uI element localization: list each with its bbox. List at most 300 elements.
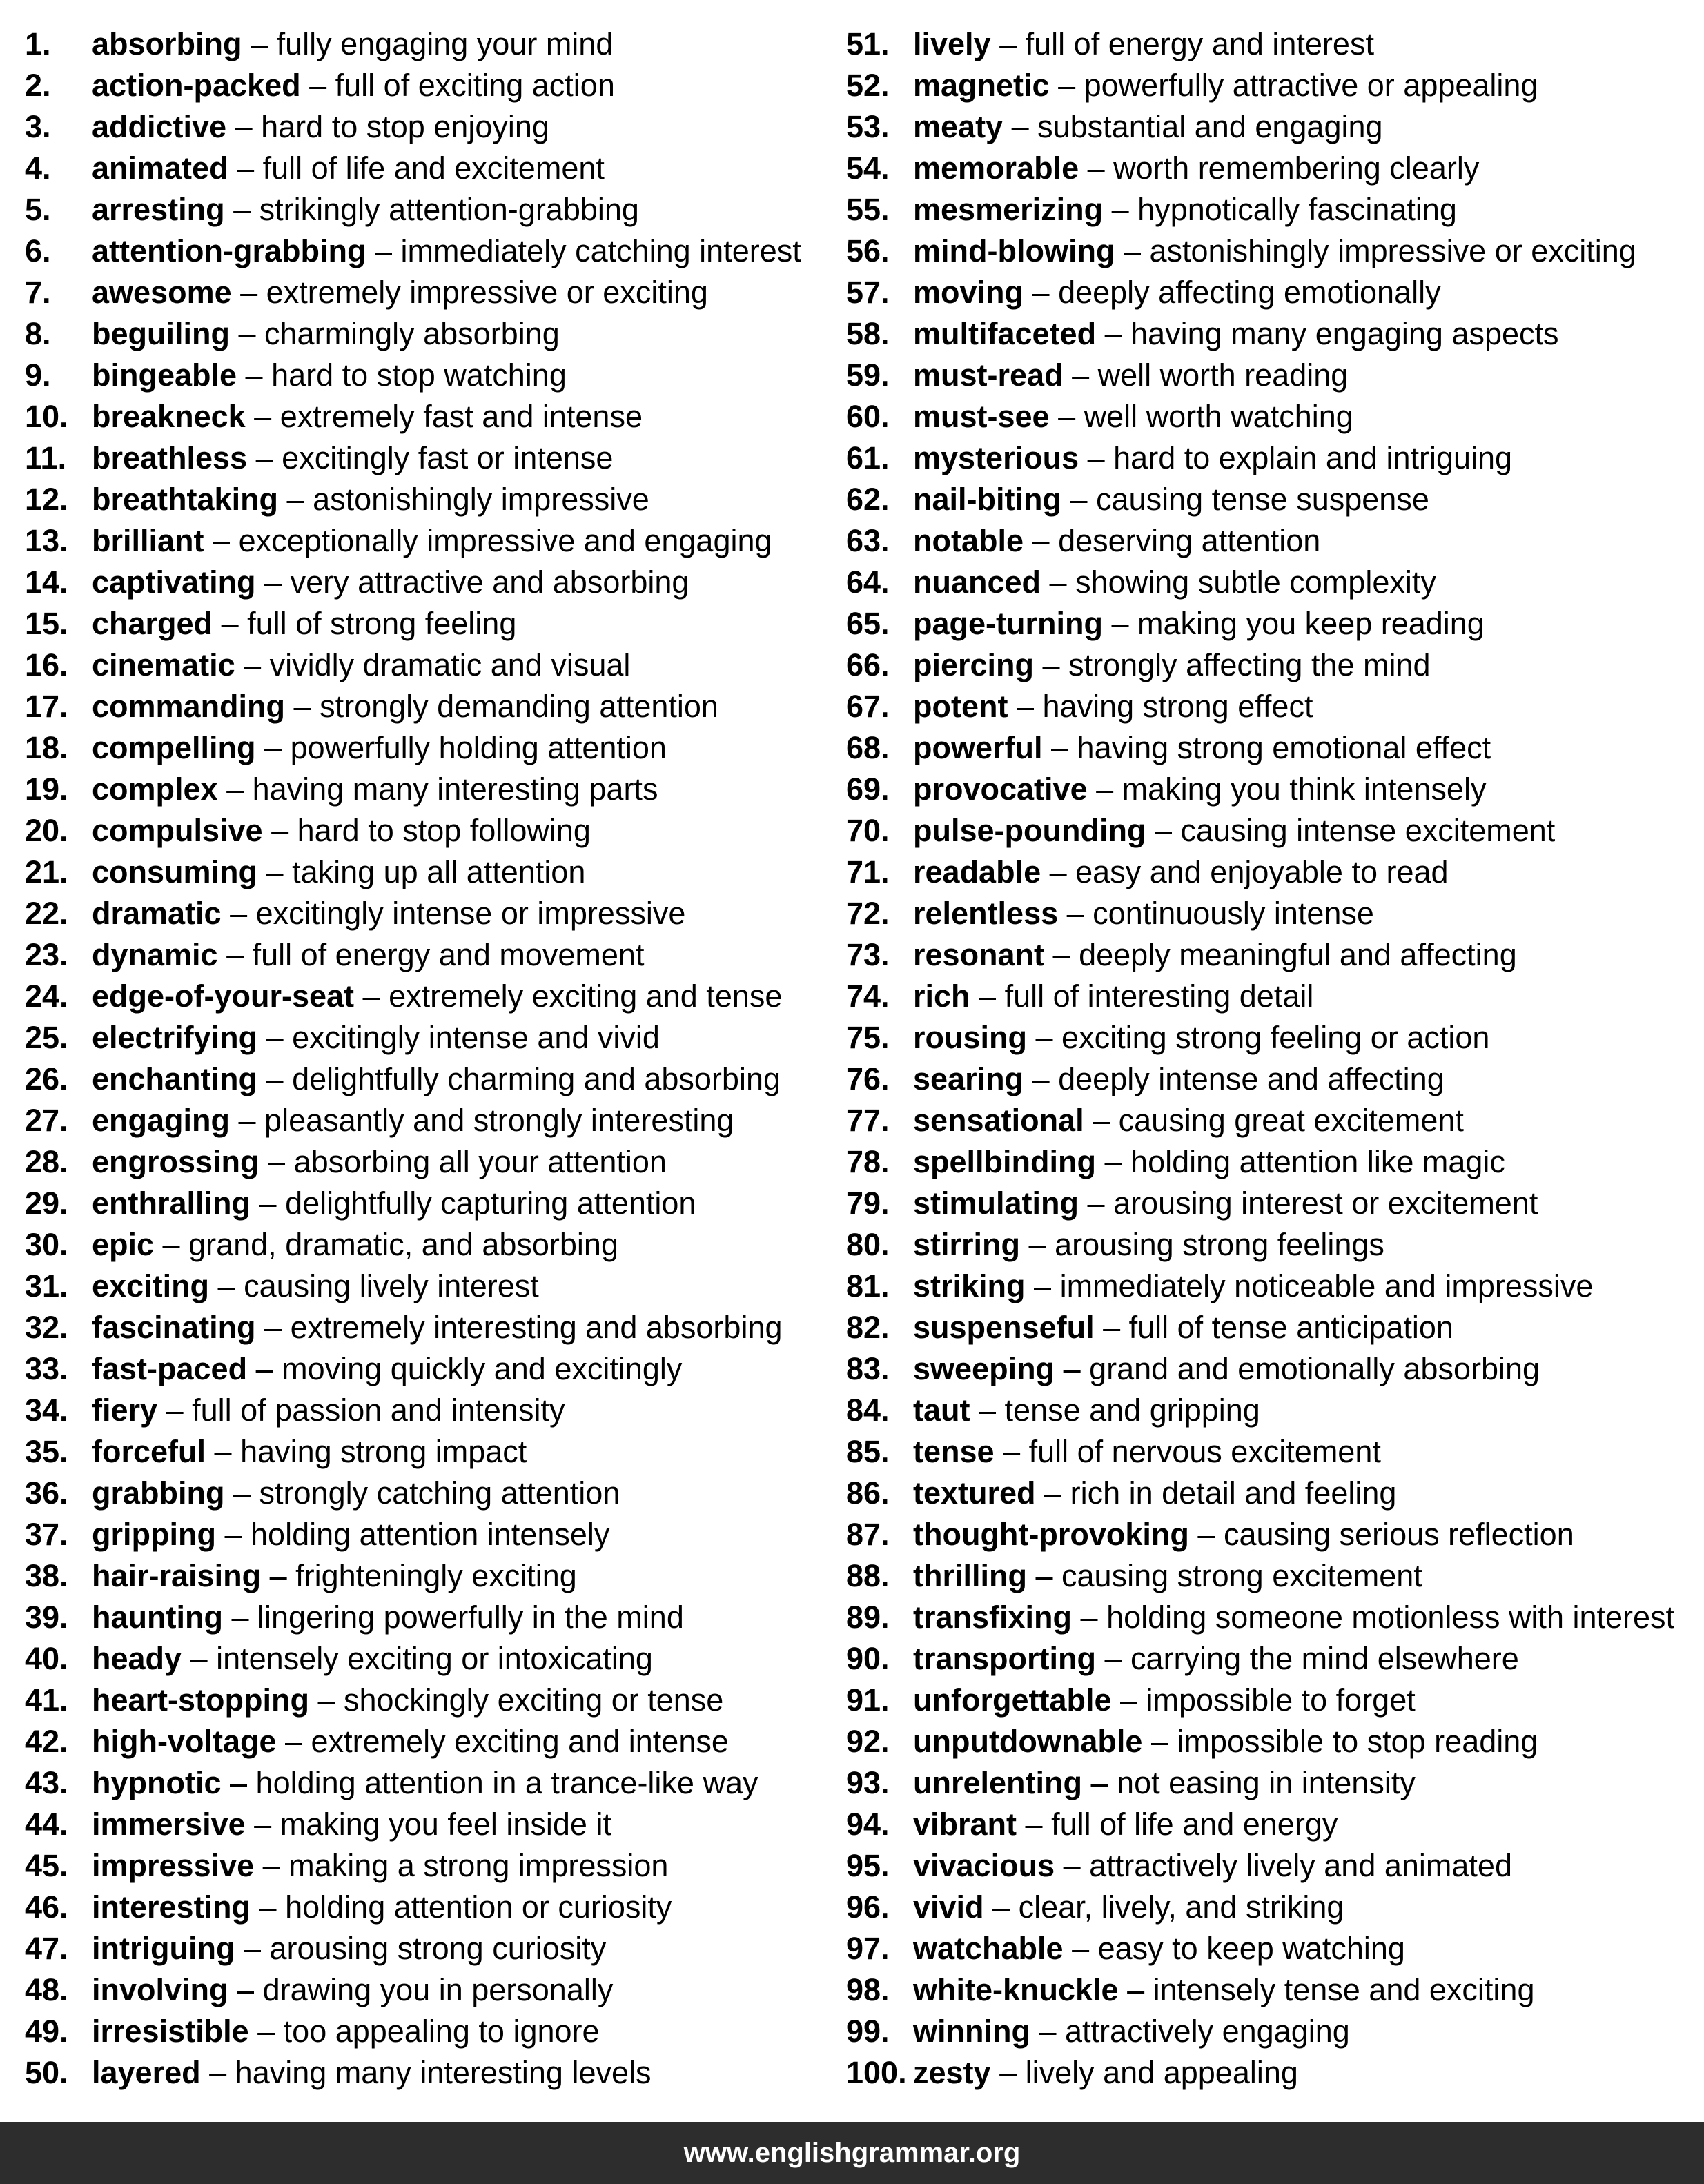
item-definition: absorbing all your attention — [293, 1144, 667, 1179]
list-item — [25, 1266, 825, 1307]
item-number: 61. — [846, 440, 890, 475]
item-separator: – — [222, 1600, 258, 1635]
item-separator: – — [1087, 771, 1122, 807]
list-item — [846, 1473, 1699, 1514]
item-definition: having strong effect — [1042, 689, 1313, 724]
item-definition: making you think intensely — [1122, 771, 1487, 807]
item-definition: exciting strong feeling or action — [1061, 1020, 1490, 1055]
item-text — [92, 810, 591, 852]
item-number: 40. — [25, 1641, 68, 1676]
item-definition: frighteningly exciting — [295, 1558, 577, 1593]
item-word: magnetic — [913, 68, 1050, 103]
item-separator: – — [257, 1061, 293, 1096]
item-definition: full of passion and intensity — [192, 1393, 565, 1428]
item-word: thrilling — [913, 1558, 1027, 1593]
item-number: 67. — [846, 689, 890, 724]
item-text — [92, 520, 772, 562]
list-item — [25, 1638, 825, 1680]
item-number: 51. — [846, 26, 890, 61]
item-word: commanding — [92, 689, 286, 724]
list-item — [846, 1555, 1699, 1597]
item-definition: holding attention or curiosity — [285, 1889, 672, 1925]
list-item — [846, 189, 1699, 230]
list-item — [25, 479, 825, 520]
item-number: 73. — [846, 937, 890, 972]
list-item — [846, 65, 1699, 106]
item-text — [913, 230, 1636, 272]
item-separator: – — [1024, 523, 1059, 558]
item-definition: full of nervous excitement — [1028, 1434, 1381, 1469]
item-text — [92, 65, 615, 106]
item-definition: pleasantly and strongly interesting — [264, 1103, 734, 1138]
list-item — [846, 645, 1699, 686]
item-text — [92, 1017, 660, 1059]
list-item — [846, 520, 1699, 562]
item-separator: – — [300, 68, 335, 103]
list-item — [25, 1721, 825, 1762]
list-item — [25, 2011, 825, 2052]
item-number: 10. — [25, 399, 68, 434]
item-word: moving — [913, 275, 1024, 310]
item-definition: powerfully holding attention — [290, 730, 667, 765]
list-item — [846, 1680, 1699, 1721]
item-separator: – — [221, 1765, 256, 1800]
item-separator: – — [1058, 896, 1093, 931]
list-item — [846, 355, 1699, 396]
list-item — [846, 1721, 1699, 1762]
item-text — [92, 313, 560, 355]
item-separator: – — [255, 1310, 291, 1345]
item-number: 41. — [25, 1682, 68, 1718]
item-word: lively — [913, 26, 991, 61]
item-separator: – — [1096, 1641, 1131, 1676]
item-number: 80. — [846, 1227, 890, 1262]
item-separator: – — [1024, 275, 1059, 310]
item-text — [913, 852, 1449, 893]
item-separator: – — [259, 1144, 294, 1179]
item-separator: – — [1115, 233, 1150, 268]
item-word: compelling — [92, 730, 256, 765]
item-definition: moving quickly and excitingly — [282, 1351, 683, 1386]
item-separator: – — [1084, 1103, 1119, 1138]
item-definition: charmingly absorbing — [264, 316, 560, 351]
item-text — [913, 1887, 1344, 1928]
item-word: tense — [913, 1434, 995, 1469]
list-item — [846, 727, 1699, 769]
item-word: complex — [92, 771, 218, 807]
list-item — [25, 1348, 825, 1390]
list-item — [25, 272, 825, 313]
item-word: consuming — [92, 854, 258, 889]
list-item — [846, 934, 1699, 976]
item-word: white-knuckle — [913, 1972, 1119, 2007]
item-definition: making you keep reading — [1137, 606, 1485, 641]
item-word: heart-stopping — [92, 1682, 309, 1718]
item-text — [92, 1100, 734, 1141]
item-word: attention-grabbing — [92, 233, 366, 268]
item-separator: – — [229, 316, 265, 351]
item-number: 5. — [25, 192, 51, 227]
item-separator: – — [228, 150, 263, 186]
item-definition: full of interesting detail — [1004, 978, 1314, 1014]
item-text — [913, 1390, 1260, 1431]
item-number: 4. — [25, 150, 51, 186]
item-definition: too appealing to ignore — [283, 2014, 600, 2049]
item-text — [913, 1473, 1396, 1514]
item-separator: – — [1041, 564, 1076, 600]
item-definition: fully engaging your mind — [276, 26, 614, 61]
item-definition: worth remembering clearly — [1113, 150, 1480, 186]
item-number: 6. — [25, 233, 51, 268]
item-number: 21. — [25, 854, 68, 889]
item-separator: – — [1042, 730, 1077, 765]
list-item — [25, 1141, 825, 1183]
item-text — [913, 1597, 1674, 1638]
item-separator: – — [309, 1682, 344, 1718]
item-separator: – — [217, 771, 253, 807]
item-text — [913, 1845, 1512, 1887]
item-definition: showing subtle complexity — [1075, 564, 1436, 600]
item-separator: – — [1008, 689, 1043, 724]
item-definition: full of energy and movement — [252, 937, 645, 972]
item-word: stimulating — [913, 1186, 1079, 1221]
item-word: textured — [913, 1475, 1036, 1511]
item-separator: – — [285, 689, 320, 724]
list-item — [846, 1307, 1699, 1348]
item-number: 81. — [846, 1268, 890, 1303]
item-definition: holding attention intensely — [251, 1517, 610, 1552]
item-word: irresistible — [92, 2014, 249, 2049]
item-number: 79. — [846, 1186, 890, 1221]
item-word: action-packed — [92, 68, 301, 103]
item-separator: – — [213, 606, 248, 641]
item-word: charged — [92, 606, 213, 641]
list-item — [25, 520, 825, 562]
item-separator: – — [1188, 1517, 1224, 1552]
list-item — [25, 1473, 825, 1514]
item-separator: – — [209, 1268, 244, 1303]
item-text — [92, 1307, 783, 1348]
list-item — [25, 1307, 825, 1348]
item-text — [92, 355, 567, 396]
item-word: transporting — [913, 1641, 1096, 1676]
item-definition: excitingly fast or intense — [282, 440, 614, 475]
item-separator: – — [1025, 1268, 1060, 1303]
item-text — [913, 148, 1479, 189]
list-item — [846, 1348, 1699, 1390]
item-text — [92, 1266, 539, 1307]
item-separator: – — [221, 896, 256, 931]
item-text — [913, 1928, 1405, 1969]
item-word: sweeping — [913, 1351, 1055, 1386]
list-item — [25, 2052, 825, 2094]
list-item — [846, 1969, 1699, 2011]
item-number: 74. — [846, 978, 890, 1014]
item-number: 7. — [25, 275, 51, 310]
item-text — [92, 1638, 653, 1680]
item-word: page-turning — [913, 606, 1103, 641]
item-definition: taking up all attention — [292, 854, 586, 889]
item-definition: extremely fast and intense — [280, 399, 643, 434]
item-word: taut — [913, 1393, 970, 1428]
item-definition: having many engaging aspects — [1130, 316, 1559, 351]
item-definition: powerfully attractive or appealing — [1084, 68, 1538, 103]
list-item — [25, 1224, 825, 1266]
item-separator: – — [1061, 482, 1097, 517]
item-definition: arousing strong curiosity — [269, 1931, 607, 1966]
item-word: searing — [913, 1061, 1024, 1096]
item-word: powerful — [913, 730, 1043, 765]
item-text — [913, 1514, 1574, 1555]
item-number: 14. — [25, 564, 68, 600]
item-definition: full of life and energy — [1051, 1807, 1338, 1842]
item-word: nuanced — [913, 564, 1041, 600]
item-word: fast-paced — [92, 1351, 248, 1386]
item-definition: hard to stop enjoying — [261, 109, 549, 144]
item-word: impressive — [92, 1848, 255, 1883]
item-number: 77. — [846, 1103, 890, 1138]
item-separator: – — [200, 2055, 235, 2090]
list-item — [846, 769, 1699, 810]
item-word: suspenseful — [913, 1310, 1095, 1345]
item-word: gripping — [92, 1517, 216, 1552]
item-definition: full of strong feeling — [247, 606, 517, 641]
item-word: breakneck — [92, 399, 246, 434]
item-definition: astonishingly impressive — [313, 482, 649, 517]
item-number: 47. — [25, 1931, 68, 1966]
item-word: fiery — [92, 1393, 158, 1428]
item-word: fascinating — [92, 1310, 256, 1345]
list-item — [25, 562, 825, 603]
item-separator: – — [1024, 1061, 1059, 1096]
item-separator: – — [215, 1517, 251, 1552]
item-word: vivid — [913, 1889, 984, 1925]
list-item — [25, 1555, 825, 1597]
item-definition: deeply affecting emotionally — [1058, 275, 1441, 310]
item-word: grabbing — [92, 1475, 225, 1511]
item-separator: – — [983, 1889, 1019, 1925]
item-word: rich — [913, 978, 970, 1014]
item-separator: – — [366, 233, 401, 268]
item-text — [913, 396, 1353, 437]
list-item — [846, 437, 1699, 479]
item-number: 44. — [25, 1807, 68, 1842]
item-definition: lively and appealing — [1025, 2055, 1298, 2090]
item-separator: – — [255, 564, 291, 600]
footer-url[interactable]: www.englishgrammar.org — [683, 2137, 1021, 2168]
item-number: 27. — [25, 1103, 68, 1138]
item-word: meaty — [913, 109, 1003, 144]
item-word: immersive — [92, 1807, 246, 1842]
item-number: 37. — [25, 1517, 68, 1552]
item-text — [913, 2011, 1350, 2052]
list-item — [846, 603, 1699, 645]
item-definition: causing serious reflection — [1223, 1517, 1574, 1552]
item-definition: holding someone motionless with interest — [1106, 1600, 1675, 1635]
item-word: layered — [92, 2055, 201, 2090]
item-separator: – — [224, 192, 259, 227]
item-separator: – — [994, 1434, 1029, 1469]
item-word: captivating — [92, 564, 256, 600]
item-text — [913, 893, 1374, 934]
item-number: 45. — [25, 1848, 68, 1883]
item-definition: excitingly intense and vivid — [292, 1020, 660, 1055]
item-word: unputdownable — [913, 1724, 1143, 1759]
item-number: 25. — [25, 1020, 68, 1055]
item-text — [92, 976, 782, 1017]
item-number: 20. — [25, 813, 68, 848]
item-text — [913, 2052, 1298, 2094]
item-separator: – — [1146, 813, 1181, 848]
item-word: enchanting — [92, 1061, 258, 1096]
item-text — [92, 934, 644, 976]
list-item — [846, 230, 1699, 272]
item-number: 29. — [25, 1186, 68, 1221]
item-separator: – — [230, 1103, 265, 1138]
item-definition: full of life and excitement — [262, 150, 605, 186]
item-text — [92, 1141, 667, 1183]
list-item — [25, 65, 825, 106]
list-item — [25, 1390, 825, 1431]
item-definition: carrying the mind elsewhere — [1130, 1641, 1519, 1676]
item-word: involving — [92, 1972, 228, 2007]
list-item — [846, 1059, 1699, 1100]
item-definition: strongly affecting the mind — [1068, 647, 1431, 682]
item-separator: – — [1103, 192, 1138, 227]
item-definition: not easing in intensity — [1117, 1765, 1416, 1800]
item-definition: hard to explain and intriguing — [1113, 440, 1513, 475]
item-number: 91. — [846, 1682, 890, 1718]
item-text — [92, 1928, 606, 1969]
item-text — [92, 230, 801, 272]
item-text — [92, 479, 649, 520]
item-number: 55. — [846, 192, 890, 227]
item-number: 38. — [25, 1558, 68, 1593]
item-word: transfixing — [913, 1600, 1073, 1635]
item-definition: extremely exciting and tense — [389, 978, 783, 1014]
item-definition: attractively lively and animated — [1089, 1848, 1512, 1883]
item-separator: – — [206, 1434, 241, 1469]
item-number: 54. — [846, 150, 890, 186]
item-definition: delightfully capturing attention — [285, 1186, 696, 1221]
item-definition: making you feel inside it — [280, 1807, 611, 1842]
list-item — [846, 1762, 1699, 1804]
list-item — [25, 1183, 825, 1224]
item-separator: – — [354, 978, 389, 1014]
item-definition: full of exciting action — [335, 68, 615, 103]
item-word: unrelenting — [913, 1765, 1082, 1800]
list-item — [846, 396, 1699, 437]
item-number: 92. — [846, 1724, 890, 1759]
item-text — [92, 1390, 565, 1431]
item-word: engrossing — [92, 1144, 259, 1179]
list-item — [846, 1266, 1699, 1307]
left-column — [25, 23, 825, 2094]
item-text — [913, 189, 1457, 230]
item-text — [92, 1431, 527, 1473]
item-text — [913, 562, 1436, 603]
item-text — [913, 603, 1485, 645]
item-separator: – — [1055, 1848, 1090, 1883]
item-number: 100. — [846, 2055, 907, 2090]
item-definition: immediately catching interest — [400, 233, 801, 268]
item-number: 87. — [846, 1517, 890, 1552]
list-item — [846, 1887, 1699, 1928]
item-number: 95. — [846, 1848, 890, 1883]
item-number: 16. — [25, 647, 68, 682]
item-word: unforgettable — [913, 1682, 1112, 1718]
item-number: 48. — [25, 1972, 68, 2007]
item-text — [92, 769, 658, 810]
item-text — [92, 106, 549, 148]
item-separator: – — [257, 1020, 293, 1055]
item-word: brilliant — [92, 523, 204, 558]
item-separator: – — [261, 1558, 296, 1593]
item-number: 97. — [846, 1931, 890, 1966]
item-text — [913, 313, 1559, 355]
item-separator: – — [1079, 150, 1114, 186]
item-definition: intensely exciting or intoxicating — [216, 1641, 653, 1676]
item-number: 98. — [846, 1972, 890, 2007]
item-number: 57. — [846, 275, 890, 310]
item-definition: having strong emotional effect — [1077, 730, 1491, 765]
list-item — [25, 1928, 825, 1969]
item-text — [92, 852, 585, 893]
item-text — [913, 727, 1491, 769]
item-separator: – — [1079, 1186, 1114, 1221]
item-separator: – — [254, 1848, 289, 1883]
right-column — [846, 23, 1699, 2094]
item-definition: holding attention like magic — [1130, 1144, 1505, 1179]
list-item — [25, 976, 825, 1017]
item-text — [92, 1597, 684, 1638]
list-item — [846, 1597, 1699, 1638]
item-separator: – — [235, 647, 270, 682]
item-text — [92, 2011, 600, 2052]
item-definition: drawing you in personally — [262, 1972, 614, 2007]
list-item — [25, 1017, 825, 1059]
item-number: 76. — [846, 1061, 890, 1096]
item-text — [92, 148, 605, 189]
item-definition: strongly demanding attention — [320, 689, 718, 724]
item-separator: – — [1055, 1351, 1090, 1386]
item-number: 59. — [846, 357, 890, 393]
item-definition: grand, dramatic, and absorbing — [188, 1227, 618, 1262]
item-separator: – — [1079, 440, 1114, 475]
item-definition: easy and enjoyable to read — [1075, 854, 1449, 889]
item-separator: – — [217, 937, 253, 972]
list-item — [846, 1017, 1699, 1059]
item-definition: extremely exciting and intense — [311, 1724, 729, 1759]
item-word: absorbing — [92, 26, 242, 61]
item-word: awesome — [92, 275, 232, 310]
list-item — [25, 1100, 825, 1141]
item-word: forceful — [92, 1434, 206, 1469]
item-number: 15. — [25, 606, 68, 641]
item-number: 3. — [25, 109, 51, 144]
item-definition: impossible to forget — [1146, 1682, 1416, 1718]
item-definition: well worth reading — [1097, 357, 1349, 393]
item-text — [913, 1141, 1505, 1183]
list-item — [25, 852, 825, 893]
item-separator: – — [1102, 606, 1138, 641]
list-item — [25, 1680, 825, 1721]
item-definition: exceptionally impressive and engaging — [238, 523, 772, 558]
item-definition: excitingly intense or impressive — [255, 896, 686, 931]
item-text — [92, 1183, 696, 1224]
list-item — [25, 686, 825, 727]
list-item — [846, 1928, 1699, 1969]
